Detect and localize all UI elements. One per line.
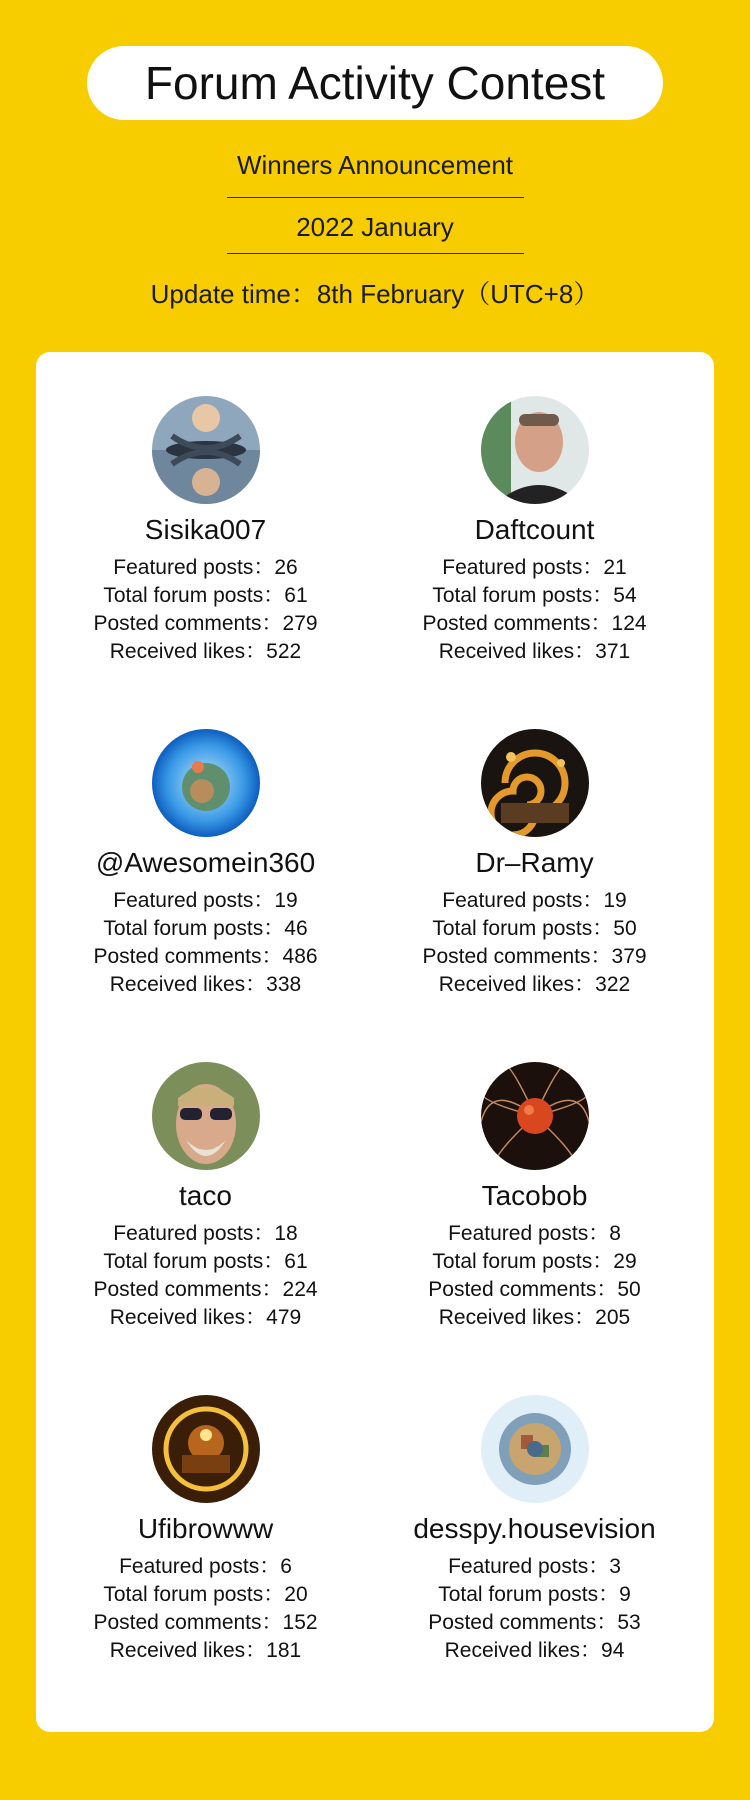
winner-name[interactable]: Tacobob: [481, 1180, 588, 1211]
total-posts-stat: Total forum posts：29: [432, 1250, 637, 1273]
page-title: Forum Activity Contest: [87, 46, 663, 120]
total-posts-stat: Total forum posts：50: [432, 917, 637, 940]
subtitle: Winners Announcement: [236, 150, 514, 180]
winners-card: [36, 352, 714, 1732]
winner-card: [365, 1395, 704, 1665]
tacobob-avatar-icon[interactable]: [481, 1062, 589, 1170]
featured-posts-stat: Featured posts：18: [113, 1222, 298, 1245]
winner-card: [365, 1062, 704, 1332]
likes-stat: Received likes：371: [438, 640, 631, 663]
awesome-avatar-icon[interactable]: [152, 729, 260, 837]
sisika-avatar-icon[interactable]: [152, 396, 260, 504]
featured-posts-stat: Featured posts：21: [442, 556, 627, 579]
total-posts-stat: Total forum posts：20: [103, 1583, 308, 1606]
featured-posts-stat: Featured posts：8: [448, 1222, 621, 1245]
featured-posts-stat: Featured posts：3: [448, 1555, 621, 1578]
ufibrowww-avatar-icon[interactable]: [152, 1395, 260, 1503]
winner-name[interactable]: Daftcount: [474, 514, 595, 545]
comments-stat: Posted comments：53: [428, 1611, 641, 1634]
winner-card: [36, 729, 375, 999]
likes-stat: Received likes：522: [109, 640, 302, 663]
comments-stat: Posted comments：152: [93, 1611, 318, 1634]
featured-posts-stat: Featured posts：19: [113, 889, 298, 912]
total-posts-stat: Total forum posts：46: [103, 917, 308, 940]
total-posts-stat: Total forum posts：61: [103, 584, 308, 607]
drramy-avatar-icon[interactable]: [481, 729, 589, 837]
taco-avatar-icon[interactable]: [152, 1062, 260, 1170]
winner-name[interactable]: Ufibrowww: [137, 1513, 274, 1544]
winner-name[interactable]: @Awesomein360: [95, 847, 316, 878]
divider: [227, 197, 524, 198]
featured-posts-stat: Featured posts：6: [119, 1555, 292, 1578]
daftcount-avatar-icon[interactable]: [481, 396, 589, 504]
winner-name[interactable]: Sisika007: [144, 514, 267, 545]
divider: [227, 253, 524, 254]
likes-stat: Received likes：338: [109, 973, 302, 996]
period-label: 2022 January: [296, 212, 454, 242]
likes-stat: Received likes：181: [109, 1639, 302, 1662]
likes-stat: Received likes：205: [438, 1306, 631, 1329]
total-posts-stat: Total forum posts：54: [432, 584, 637, 607]
comments-stat: Posted comments：379: [422, 945, 647, 968]
winner-card: [365, 729, 704, 999]
total-posts-stat: Total forum posts：61: [103, 1250, 308, 1273]
winner-name[interactable]: Dr–Ramy: [475, 847, 594, 878]
comments-stat: Posted comments：224: [93, 1278, 318, 1301]
featured-posts-stat: Featured posts：26: [113, 556, 298, 579]
winner-name[interactable]: desspy.housevision: [413, 1513, 656, 1544]
winner-card: [365, 396, 704, 666]
likes-stat: Received likes：94: [444, 1639, 625, 1662]
comments-stat: Posted comments：124: [422, 612, 647, 635]
total-posts-stat: Total forum posts：9: [438, 1583, 631, 1606]
desspy-avatar-icon[interactable]: [481, 1395, 589, 1503]
winner-card: [36, 1395, 375, 1665]
winner-name[interactable]: taco: [179, 1180, 232, 1211]
featured-posts-stat: Featured posts：19: [442, 889, 627, 912]
comments-stat: Posted comments：486: [93, 945, 318, 968]
winner-card: [36, 1062, 375, 1332]
winner-card: [36, 396, 375, 666]
likes-stat: Received likes：479: [109, 1306, 302, 1329]
likes-stat: Received likes：322: [438, 973, 631, 996]
comments-stat: Posted comments：279: [93, 612, 318, 635]
comments-stat: Posted comments：50: [428, 1278, 641, 1301]
update-time: Update time：8th February（UTC+8）: [150, 279, 600, 309]
